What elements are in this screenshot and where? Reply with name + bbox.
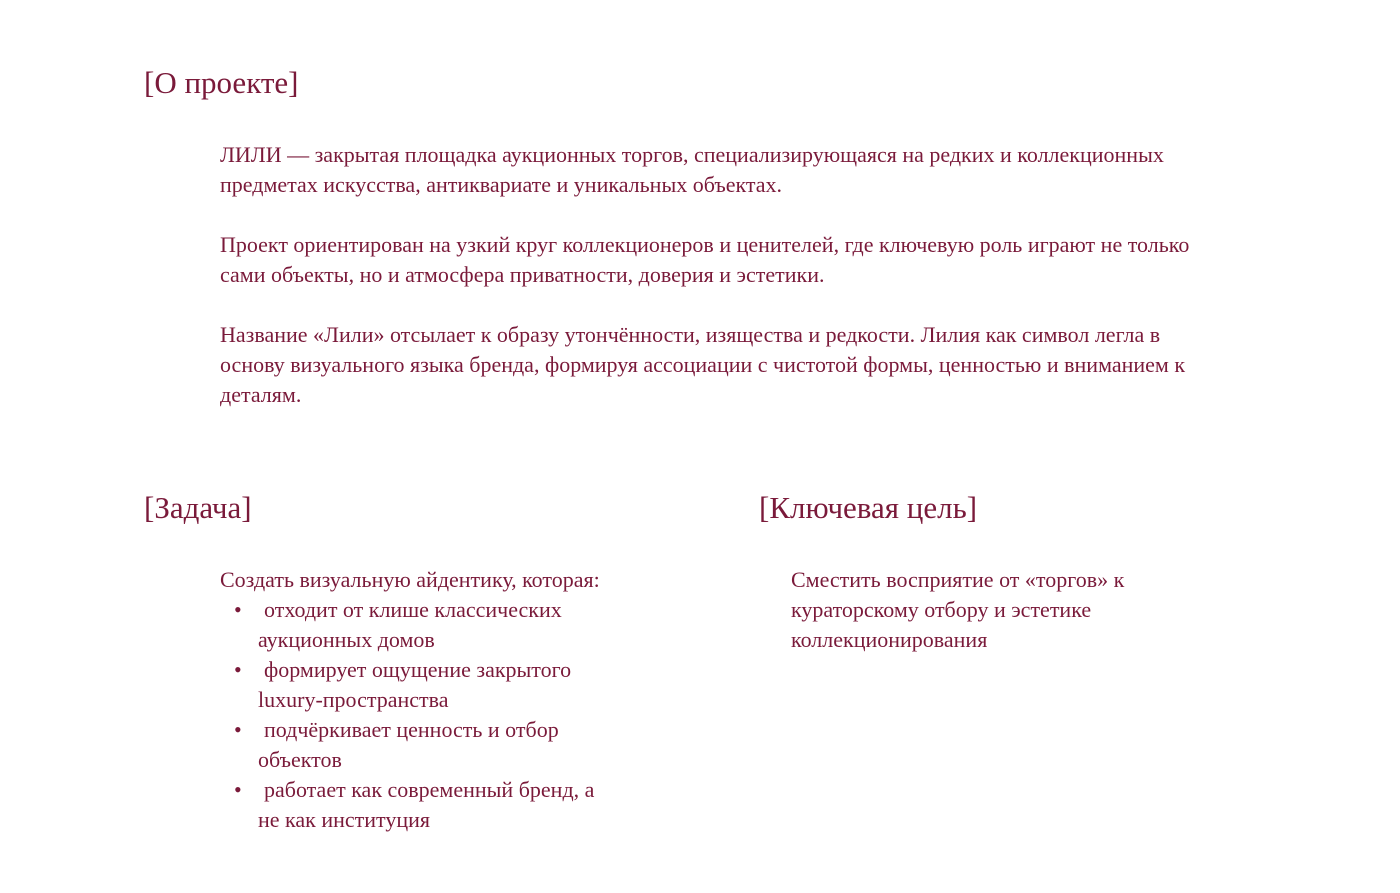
task-intro: Создать визуальную айдентику, которая: [220,567,600,592]
bullet-icon: • [234,657,242,682]
bullet-icon: • [234,777,242,802]
task-body [220,565,620,835]
about-paragraph-2: Проект ориентирован на узкий круг коллекционеров и ценителей, где ключевую роль играют не только сами объекты, но и атмосфера приватности, доверия и эстетики. [220,232,1190,287]
task-list-item [220,775,618,835]
about-paragraph-3: Название «Лили» отсылает к образу утончённости, изящества и редкости. Лилия как символ легла в основу визуального языка бренда, формируя ассоциации с чистотой формы, ценностью и вниманием к деталям. [220,322,1186,407]
task-list [220,595,620,835]
task-item-text: подчёркивает ценность и отбор объектов [258,717,559,772]
bullet-icon: • [234,597,242,622]
about-body [220,140,1190,410]
task-list-item [220,595,618,655]
goal-text: Сместить восприятие от «торгов» к кураторскому отбору и эстетике коллекционирования [791,567,1125,652]
task-list-item [220,655,618,715]
task-item-text: работает как современный бренд, а не как институция [258,777,595,832]
task-list-item [220,715,618,775]
task-heading: [Задача] [144,490,252,525]
about-paragraph-1: ЛИЛИ — закрытая площадка аукционных торгов, специализирующаяся на редких и коллекционных предметах искусства, антиквариате и уникальных объектах. [220,142,1164,197]
about-heading: [О проекте] [144,65,299,100]
task-item-text: формирует ощущение закрытого luxury-пространства [258,657,572,712]
task-item-text: отходит от клише классических аукционных домов [258,597,562,652]
bullet-icon: • [234,717,242,742]
goal-heading: [Ключевая цель] [759,490,978,525]
